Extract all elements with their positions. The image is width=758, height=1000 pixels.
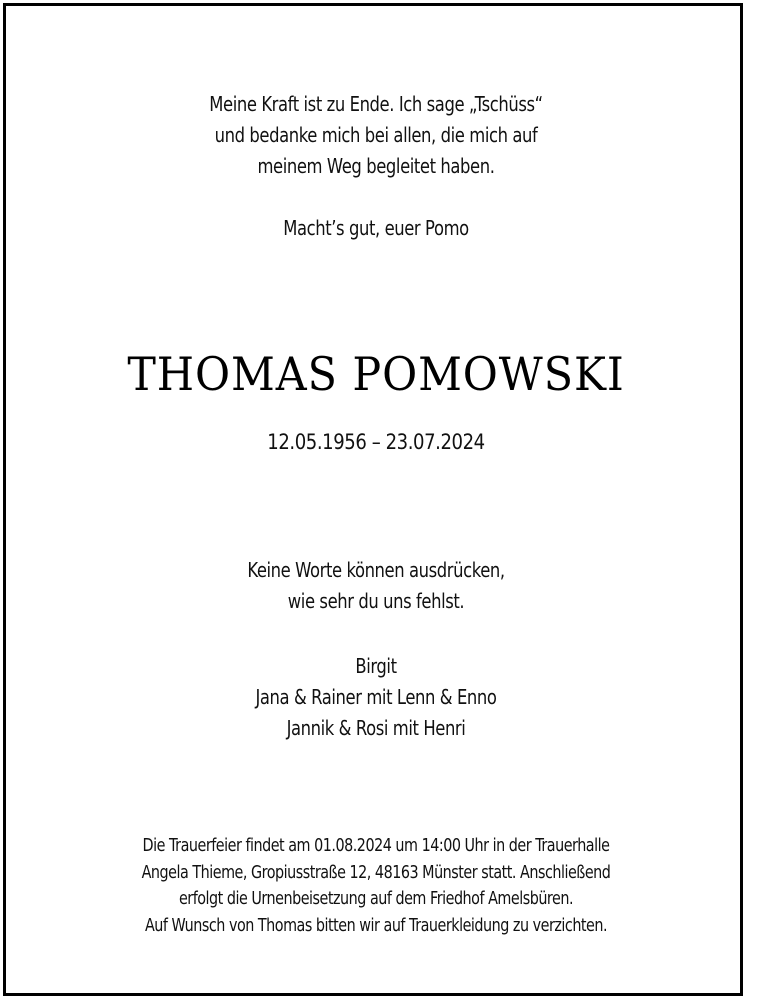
memorial-message — [73, 555, 680, 617]
life-dates-text: 12.05.1956 – 23.07.2024 — [267, 430, 485, 454]
mourners-list — [73, 651, 680, 744]
service-info-line: Angela Thieme, Gropiusstraße 12, 48163 Münster statt. Anschließend — [141, 862, 611, 883]
deceased-name — [32, 344, 720, 404]
farewell-quote-line: und bedanke mich bei allen, die mich auf — [214, 123, 538, 147]
mourner-name: Birgit — [355, 654, 397, 678]
service-info-line: Die Trauerfeier findet am 01.08.2024 um 14:00 Uhr in der Trauerhalle — [142, 836, 610, 856]
farewell-quote — [73, 89, 680, 182]
farewell-signoff — [73, 214, 680, 242]
memorial-message-line: wie sehr du uns fehlst. — [287, 589, 465, 613]
deceased-name-text: THOMAS POMOWSKI — [127, 347, 625, 401]
obituary-frame — [3, 3, 743, 996]
farewell-signoff-text: Macht’s gut, euer Pomo — [283, 216, 469, 240]
mourner-name: Jana & Rainer mit Lenn & Enno — [255, 685, 497, 709]
farewell-quote-line: Meine Kraft ist zu Ende. Ich sage „Tschüss“ — [209, 92, 543, 116]
funeral-service-info — [73, 833, 680, 939]
memorial-message-line: Keine Worte können ausdrücken, — [247, 558, 505, 582]
service-info-line: erfolgt die Urnenbeisetzung auf dem Friedhof Amelsbüren. — [178, 889, 574, 909]
life-dates — [58, 427, 694, 457]
farewell-quote-line: meinem Weg begleitet haben. — [257, 154, 495, 178]
mourner-name: Jannik & Rosi mit Henri — [286, 716, 466, 740]
service-info-line: Auf Wunsch von Thomas bitten wir auf Trauerkleidung zu verzichten. — [144, 915, 608, 936]
